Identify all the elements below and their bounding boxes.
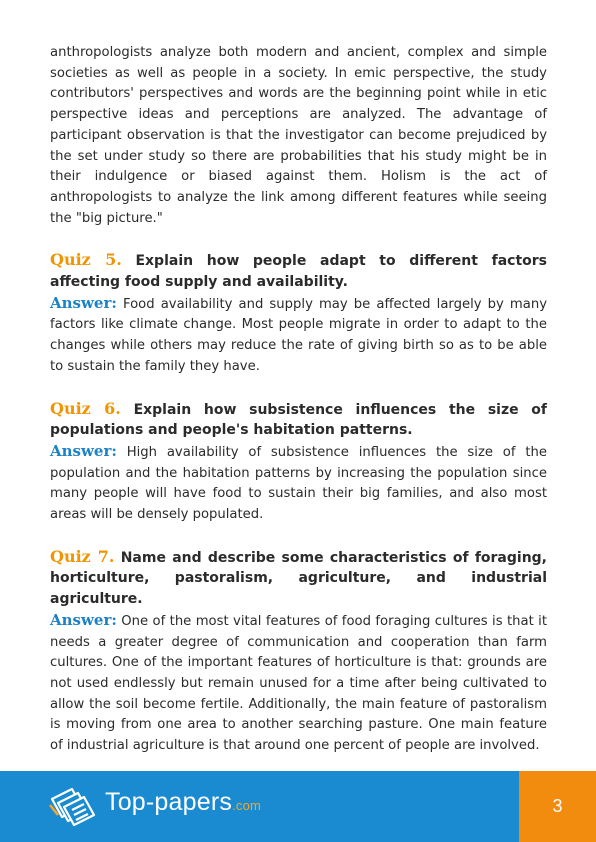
quiz-6-answer-label: Answer: [50,441,117,460]
quiz-6-question [50,399,547,441]
quiz-5-question-text: Explain how people adapt to different factors affecting food supply and availability. [50,253,547,291]
quiz-6-question-text: Explain how subsistence influences the size of populations and people's habitation patterns. [50,401,548,439]
quiz-7-label: Quiz 7. [50,546,115,566]
document-body [50,43,547,757]
quiz-6-block [50,399,547,526]
quiz-5-answer-text: Food availability and supply may be affected largely by many factors like climate change. Most people migrate in order to adapt to the changes while others may reduce the rate of giving birth so as to be able to sustain the family they have. [50,296,547,374]
quiz-7-question-text: Name and describe some characteristics of foraging, horticulture, pastoralism, agriculture, and industrial agriculture. [50,549,548,608]
footer-brand-bar [0,771,519,842]
intro-paragraph: anthropologists analyze both modern and ancient, complex and simple societies as well as people in a society. In emic perspective, the study contributors' perspectives and words are the beginning point while in etic perspective ideas and perceptions are analyzed. The advantage of participant observation is that the investigator can become prejudiced by the set under study so there are probabilities that his study might be in their indulgence or biased against them. Holism is the act of anthropologists to analyze the link among different features while seeing the "big picture." [50,45,547,226]
quiz-7-answer-label: Answer: [50,610,117,629]
brand-suffix: .com [232,798,262,813]
brand-name: Top-papers [105,788,233,816]
quiz-6-label: Quiz 6. [50,398,121,418]
page-number: 3 [552,796,563,816]
quiz-7-answer-text: One of the most vital features of food foraging cultures is that it needs a greater degree of communication and cooperation than farm cultures. One of the important features of horticulture is that: grounds are not used endlessly but remain unused for a time after being cultivated to allow the soil become fertile. Additionally, the main feature of pastoralism is moving from one area to another searching pasture. One main feature of industrial agriculture is that around one percent of people are involved. [50,613,547,754]
quiz-6-answer-text: High availability of subsistence influences the size of the population and the habitation patterns by increasing the population since many people will have food to sustain their big families, and also most areas will be densely populated. [50,444,547,523]
quiz-5-label: Quiz 5. [50,250,122,270]
page-footer [0,771,596,842]
quiz-7-answer [50,610,547,757]
page-number-box [519,771,596,842]
papers-logo-icon [48,785,104,827]
quiz-7-block [50,547,547,757]
quiz-5-answer [50,293,547,378]
brand-logo-text[interactable] [105,788,261,817]
quiz-5-question [50,250,547,292]
quiz-7-question [50,547,547,610]
quiz-5-block [50,250,547,377]
quiz-6-answer [50,441,547,526]
quiz-5-answer-label: Answer: [50,293,117,312]
